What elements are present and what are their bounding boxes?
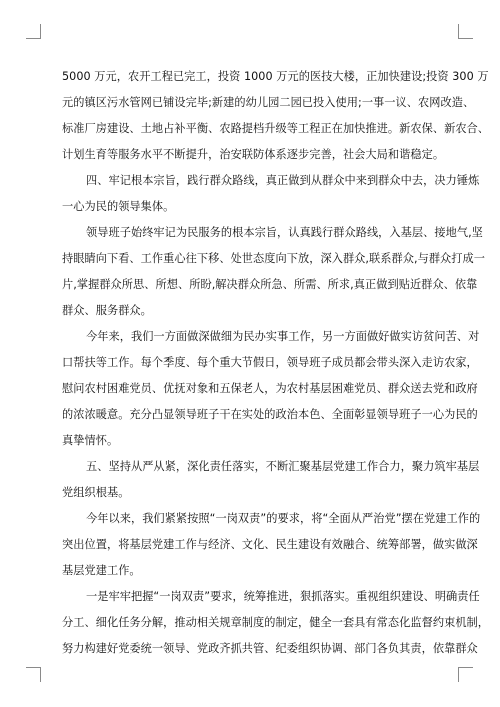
text-line: 真挚情怀。 [62,434,119,447]
crop-mark-top-right [458,24,473,39]
text-line: 突出位置，将基层党建工作与经济、文化、民生建设有效融合、统筹部署，做实做深 [62,538,478,551]
text-line: 领导班子始终牢记为民服务的根本宗旨，认真践行群众路线，入基层、接地气,坚 [86,226,483,239]
text-line: 片,掌握群众所思、所想、所盼,解决群众所急、所需、所求,真正做到贴近群众、依靠 [62,278,478,291]
text-line: 计划生育等服务水平不断提升，治安联防体系逐步完善，社会大局和谐稳定。 [62,148,445,161]
section-heading-line: 一心为民的领导集体。 [62,200,175,213]
text-line: 今年以来，我们紧紧按照“一岗双责”的要求，将“全面从严治党”摆在党建工作的 [86,512,481,525]
text-line: 今年来，我们一方面做深做细为民办实事工作，另一方面做好做实访贫问苦、对 [86,330,480,343]
text-line: 分工、细化任务分解，推动相关规章制度的制定，健全一套具有常态化监督约束机制， [62,616,490,629]
crop-mark-bottom-right [458,667,473,682]
text-line: 慰问农村困难党员、优抚对象和五保老人，为农村基层困难党员、群众送去党和政府 [62,382,478,395]
text-line: 口帮扶等工作。每个季度、每个重大节假日，领导班子成员都会带头深入走访农家， [62,356,478,369]
text-line: 元的镇区污水管网已铺设完毕;新建的幼儿园二园已投入使用;一事一议、农网改造、 [62,96,475,109]
crop-mark-top-left [26,24,41,39]
text-line: 5000 万元，农开工程已完工，投资 1000 万元的医技大楼，正加快建设;投资 300 万 [62,70,489,83]
section-heading-line: 党组织根基。 [62,486,130,499]
crop-mark-bottom-left [26,667,41,682]
text-line: 一是牢牢把握“一岗双责”要求，统筹推进，狠抓落实。重视组织建设、明确责任 [86,590,480,603]
text-line: 的浓浓暖意。充分凸显领导班子干在实处的政治本色、全面彰显领导班子一心为民的 [62,408,478,421]
text-line: 持眼睛向下看、工作重心往下移、处世态度向下放，深入群众,联系群众,与群众打成一 [62,252,486,265]
text-line: 努力构建好党委统一领导、党政齐抓共管、纪委组织协调、部门各负其责，依靠群众 [62,642,478,655]
section-heading-line: 四、牢记根本宗旨，践行群众路线，真正做到从群众中来到群众中去，决力锤炼 [86,174,480,187]
text-line: 群众、服务群众。 [62,304,152,317]
text-line: 基层党建工作。 [62,564,141,577]
section-heading-line: 五、坚持从严从紧，深化责任落实，不断汇聚基层党建工作合力，聚力筑牢基层 [86,460,480,473]
text-line: 标准厂房建设、土地占补平衡、农路提档升级等工程正在加快推进。新农保、新农合、 [62,122,490,135]
